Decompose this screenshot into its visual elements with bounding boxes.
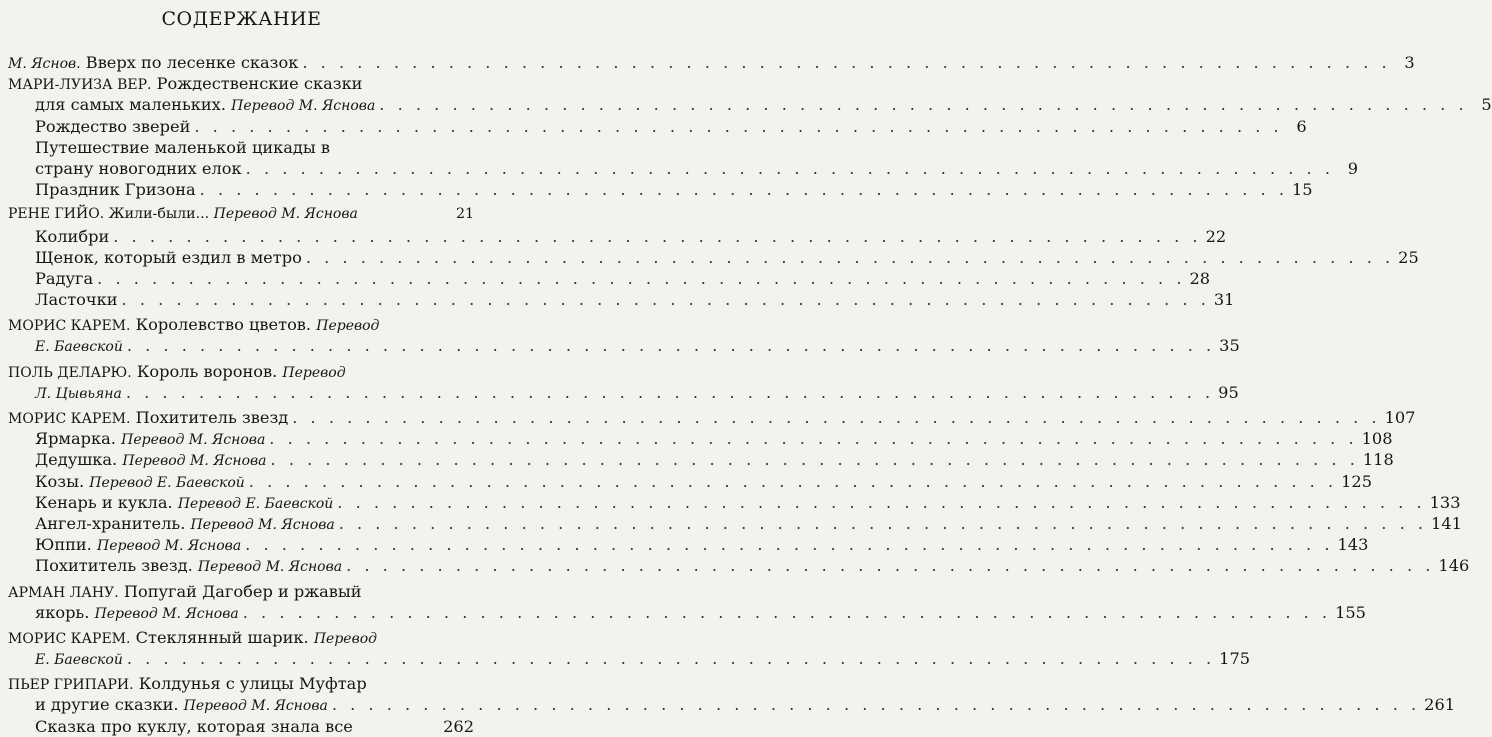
entry-title: страну новогодних елок: [35, 158, 242, 178]
entry-title: Юппи.: [35, 535, 92, 555]
dot-leader: . . . . . . . . . . . . . . . . . . . . . . . . . . . . . . . . . . . . . . . . . . . . . . . . . . . . . . . . . . . .: [338, 513, 1428, 533]
page-number: 9: [1347, 158, 1358, 178]
dot-leader: . . . . . . . . . . . . . . . . . . . . . . . . . . . . . . . . . . . . . . . . . . . . . . . . . . . . . . . . . . . .: [292, 408, 1381, 427]
page-number: 175: [1219, 649, 1251, 669]
entry-title: Дедушка.: [35, 450, 118, 470]
page-number: 133: [1429, 492, 1461, 512]
toc-entry: [8, 694, 1456, 715]
page-number: 28: [1189, 268, 1211, 288]
entry-author: МОРИС КАРЕМ.: [8, 318, 131, 335]
entry-author: МОРИС КАРЕМ.: [8, 411, 131, 427]
toc-entry: [8, 335, 1240, 356]
entry-title: Сказка про куклу, которая знала все: [35, 716, 353, 736]
dot-leader: . . . . . . . . . . . . . . . . . . . . . . . . . . . . . . . . . . . . . . . . . . . . . . . . . . . . . . . . . . . .: [97, 268, 1186, 288]
dot-leader: . . . . . . . . . . . . . . . . . . . . . . . . . . . . . . . . . . . . . . . . . . . . . . . . . . . . . . . . . . . .: [346, 556, 1435, 576]
page-number: 5: [1481, 95, 1492, 115]
entry-translator: Перевод М. Яснова: [231, 98, 376, 115]
page-number: 25: [1398, 247, 1419, 267]
entry-translator: Л. Цывьяна: [35, 385, 122, 402]
toc-entry: [8, 449, 1394, 470]
toc-entry: [8, 52, 1415, 73]
page-number: 22: [1205, 226, 1227, 246]
entry-title: Вверх по лесенке сказок: [85, 53, 299, 72]
entry-title: Кенарь и кукла.: [35, 492, 173, 512]
entry-translator: Перевод: [316, 318, 380, 335]
dot-leader: . . . . . . . . . . . . . . . . . . . . . . . . . . . . . . . . . . . . . . . . . . . . . . . . . . . . . . . . . . . .: [194, 116, 1283, 136]
toc-entry: [8, 137, 474, 158]
entry-author: РЕНЕ ГИЙО.: [8, 206, 105, 223]
entry-title: и другие сказки.: [35, 695, 179, 715]
dot-leader: . . . . . . . . . . . . . . . . . . . . . . . . . . . . . . . . . . . . . . . . . . . . . . . . . . . . . . . . . . . .: [199, 180, 1288, 200]
entry-translator: Перевод Е. Баевской: [177, 495, 334, 512]
toc-entry: [8, 492, 1461, 513]
dot-leader: . . . . . . . . . . . . . . . . . . . . . . . . . . . . . . . . . . . . . . . . . . . . . . . . . . . . . . . . . . . .: [242, 602, 1332, 622]
toc-entry: [8, 158, 1358, 179]
toc-entry: [8, 673, 474, 694]
entry-title: Жили-были...: [108, 206, 210, 223]
page-number: 118: [1362, 450, 1394, 470]
entry-translator: Перевод М. Яснова: [213, 206, 358, 223]
entry-title: Похититель звезд: [135, 408, 289, 427]
entry-translator: Перевод М. Яснова: [190, 516, 335, 533]
entry-title: Попугай Дагобер и ржавый: [123, 581, 362, 601]
entry-translator: Перевод М. Яснова: [183, 698, 328, 715]
toc-entry: [8, 716, 474, 737]
page-number: 6: [1296, 116, 1307, 136]
toc-entry: [8, 648, 1251, 669]
toc-entry: [8, 513, 1462, 534]
entry-translator: Перевод М. Яснова: [197, 559, 343, 576]
entry-translator: Перевод: [313, 630, 378, 647]
entry-title: Колибри: [35, 226, 110, 246]
page-number: 261: [1424, 695, 1456, 715]
toc-entry: [8, 314, 474, 335]
page-number: 262: [443, 716, 474, 736]
page-number: 3: [1404, 53, 1415, 72]
toc-entry: [8, 602, 1366, 623]
toc-entry: [8, 116, 1307, 137]
entry-translator: Е. Баевской: [35, 652, 123, 669]
toc-entry: [8, 94, 1492, 115]
entry-translator: Перевод: [282, 364, 346, 381]
toc-entry: [8, 555, 1470, 576]
page-number: 31: [1213, 290, 1235, 310]
entry-translator: Перевод М. Яснова: [97, 538, 242, 555]
entry-title: Щенок, который ездил в метро: [35, 247, 302, 267]
entry-title: Козы.: [35, 471, 85, 491]
entry-author: МОРИС КАРЕМ.: [8, 630, 131, 647]
entry-title: Рождество зверей: [35, 116, 191, 136]
entry-title: Стеклянный шарик.: [135, 627, 309, 647]
toc-entry: [8, 73, 474, 94]
toc-entry: [8, 268, 1211, 289]
entry-title: для самых маленьких.: [35, 95, 226, 115]
dot-leader: . . . . . . . . . . . . . . . . . . . . . . . . . . . . . . . . . . . . . . . . . . . . . . . . . . . . . . . . . . . .: [245, 158, 1334, 178]
dot-leader: . . . . . . . . . . . . . . . . . . . . . . . . . . . . . . . . . . . . . . . . . . . . . . . . . . . . . . . . . . . .: [337, 492, 1426, 512]
dot-leader: . . . . . . . . . . . . . . . . . . . . . . . . . . . . . . . . . . . . . . . . . . . . . . . . . . . . . . . . . . . .: [125, 382, 1215, 402]
toc-entry: [8, 407, 1416, 428]
page-number: 21: [455, 206, 474, 223]
dot-leader: . . . . . . . . . . . . . . . . . . . . . . . . . . . . . . . . . . . . . . . . . . . . . . . . . . . . . . . . . . . .: [126, 336, 1216, 356]
page-number: 143: [1337, 535, 1369, 555]
entry-translator: Перевод М. Яснова: [121, 432, 266, 449]
entry-title: Король воронов.: [136, 361, 278, 381]
entry-translator: Перевод Е. Баевской: [89, 474, 245, 491]
toc-entry: [8, 289, 1235, 310]
page-number: 155: [1335, 602, 1366, 622]
entry-title: Рождественские сказки: [156, 74, 363, 94]
page-title: СОДЕРЖАНИЕ: [161, 8, 322, 30]
toc-entry: [8, 382, 1239, 403]
entry-translator: Перевод М. Яснова: [122, 453, 267, 470]
toc-entry: [8, 226, 1227, 247]
toc-entry: [8, 204, 474, 225]
page-number: 95: [1218, 382, 1239, 402]
page-number: 108: [1361, 429, 1393, 449]
dot-leader: . . . . . . . . . . . . . . . . . . . . . . . . . . . . . . . . . . . . . . . . . . . . . . . . . . . . . . . . . . . .: [245, 535, 1334, 555]
toc-entry: [8, 247, 1419, 268]
dot-leader: . . . . . . . . . . . . . . . . . . . . . . . . . . . . . . . . . . . . . . . . . . . . . . . . . . . . . . . . . . . .: [305, 247, 1395, 267]
entry-title: Праздник Гризона: [35, 180, 196, 200]
entry-title: Похититель звезд.: [35, 556, 193, 576]
dot-leader: . . . . . . . . . . . . . . . . . . . . . . . . . . . . . . . . . . . . . . . . . . . . . . . . . . . . . . . . . . . .: [302, 53, 1391, 72]
toc-entry: [8, 179, 1313, 200]
page-number: 35: [1219, 336, 1240, 356]
page-number: 15: [1291, 180, 1313, 200]
entry-title: Ярмарка.: [35, 429, 116, 449]
toc-entry: [8, 534, 1369, 555]
dot-leader: . . . . . . . . . . . . . . . . . . . . . . . . . . . . . . . . . . . . . . . . . . . . . . . . . . . . . . . . . . . .: [126, 649, 1216, 669]
entry-author: МАРИ-ЛУИЗА ВЕР.: [8, 77, 152, 94]
entry-title: Ласточки: [35, 290, 118, 310]
entry-author: ПОЛЬ ДЕЛАРЮ.: [8, 364, 132, 381]
entry-title: Путешествие маленькой цикады в: [35, 137, 331, 157]
entry-translator: Е. Баевской: [35, 339, 123, 356]
table-of-contents: [8, 52, 1492, 737]
toc-entry: [8, 627, 474, 648]
entry-title: Колдунья с улицы Муфтар: [138, 674, 367, 694]
entry-title: Королевство цветов.: [135, 315, 312, 335]
dot-leader: . . . . . . . . . . . . . . . . . . . . . . . . . . . . . . . . . . . . . . . . . . . . . . . . . . . . . . . . . . . .: [379, 95, 1468, 115]
toc-entry: [8, 428, 1393, 449]
page-number: 141: [1431, 513, 1462, 533]
entry-title: якорь.: [35, 602, 90, 622]
entry-author: М. Яснов.: [8, 56, 81, 72]
entry-author: ПЬЕР ГРИПАРИ.: [8, 677, 134, 694]
entry-author: АРМАН ЛАНУ.: [8, 584, 119, 601]
toc-entry: [8, 361, 474, 382]
entry-title: Радуга: [35, 268, 94, 288]
page-number: 107: [1384, 408, 1416, 427]
toc-entry: [8, 471, 1373, 492]
dot-leader: . . . . . . . . . . . . . . . . . . . . . . . . . . . . . . . . . . . . . . . . . . . . . . . . . . . . . . . . . . . .: [270, 450, 1359, 470]
entry-title: Ангел-хранитель.: [35, 513, 186, 533]
dot-leader: . . . . . . . . . . . . . . . . . . . . . . . . . . . . . . . . . . . . . . . . . . . . . . . . . . . . . . . . . . . .: [113, 226, 1202, 246]
dot-leader: . . . . . . . . . . . . . . . . . . . . . . . . . . . . . . . . . . . . . . . . . . . . . . . . . . . . . . . . . . . .: [121, 290, 1210, 310]
dot-leader: . . . . . . . . . . . . . . . . . . . . . . . . . . . . . . . . . . . . . . . . . . . . . . . . . . . . . . . . . . . .: [331, 695, 1421, 715]
dot-leader: . . . . . . . . . . . . . . . . . . . . . . . . . . . . . . . . . . . . . . . . . . . . . . . . . . . . . . . . . . . .: [248, 471, 1338, 491]
toc-entry: [8, 581, 474, 602]
dot-leader: . . . . . . . . . . . . . . . . . . . . . . . . . . . . . . . . . . . . . . . . . . . . . . . . . . . . . . . . . . . .: [269, 429, 1358, 449]
page-number: 125: [1341, 471, 1373, 491]
page-number: 146: [1438, 556, 1470, 576]
entry-translator: Перевод М. Яснова: [94, 605, 239, 622]
